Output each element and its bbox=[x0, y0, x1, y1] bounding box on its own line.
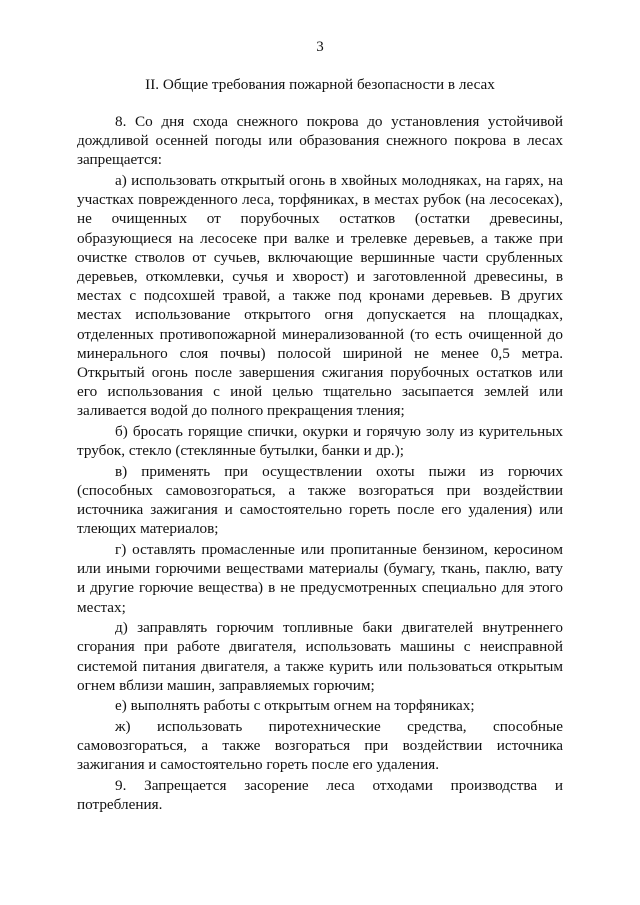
paragraph-9: 9. Запрещается засорение леса отходами производства и потребления. bbox=[77, 777, 563, 814]
paragraph-8e: е) выполнять работы с открытым огнем на торфяниках; bbox=[115, 697, 475, 715]
document-body bbox=[77, 112, 563, 816]
paragraph-8a: а) использовать открытый огонь в хвойных молодняках, на гарях, на участках поврежденного леса, торфяниках, в местах рубок (на лесосеках), не очищенных от порубочных остатков (остатки древесины, образующиеся на лесосеке при валке и трелевке деревьев, а также при очистке стволов от сучьев, включающие вершинные части срубленных деревьев, откомлевки, сучья и хворост) и заготовленной древесины, в местах с подсохшей травой, а также под кронами деревьев. В других местах использование открытого огня допускается на площадках, отделенных противопожарной минерализованной (то есть очищенной до минерального слоя почвы) полосой шириной не менее 0,5 метра. Открытый огонь после завершения сжигания порубочных остатков или его использования с иной целью тщательно засыпается землей или заливается водой до полного прекращения тления; bbox=[77, 172, 563, 420]
section-title: II. Общие требования пожарной безопасности в лесах bbox=[145, 76, 495, 93]
paragraph-8g: г) оставлять промасленные или пропитанные бензином, керосином или иными горючими веществами материалы (бумагу, ткань, паклю, вату и другие горючие вещества) в не предусмотренных специально для этого местах; bbox=[77, 541, 563, 616]
paragraph-8b: б) бросать горящие спички, окурки и горячую золу из курительных трубок, стекло (стеклянные бутылки, банки и др.); bbox=[77, 423, 563, 460]
paragraph-8-intro: 8. Со дня схода снежного покрова до установления устойчивой дождливой осенней погоды или образования снежного покрова в лесах запрещается: bbox=[77, 113, 563, 169]
paragraph-8v: в) применять при осуществлении охоты пыжи из горючих (способных самовозгораться, а также возгораться при воздействии источника зажигания и самостоятельно гореть после его удаления) или тлеющих материалов; bbox=[77, 462, 563, 538]
paragraph-8zh: ж) использовать пиротехнические средства, способные самовозгораться, а также возгораться при воздействии источника зажигания и самостоятельно гореть после его удаления. bbox=[77, 718, 563, 774]
page-number: 3 bbox=[316, 39, 324, 55]
paragraph-8d: д) заправлять горючим топливные баки двигателей внутреннего сгорания при работе двигателя, использовать машины с неисправной системой питания двигателя, а также курить или пользоваться открытым огнем вблизи машин, заправляемых горючим; bbox=[77, 619, 563, 694]
